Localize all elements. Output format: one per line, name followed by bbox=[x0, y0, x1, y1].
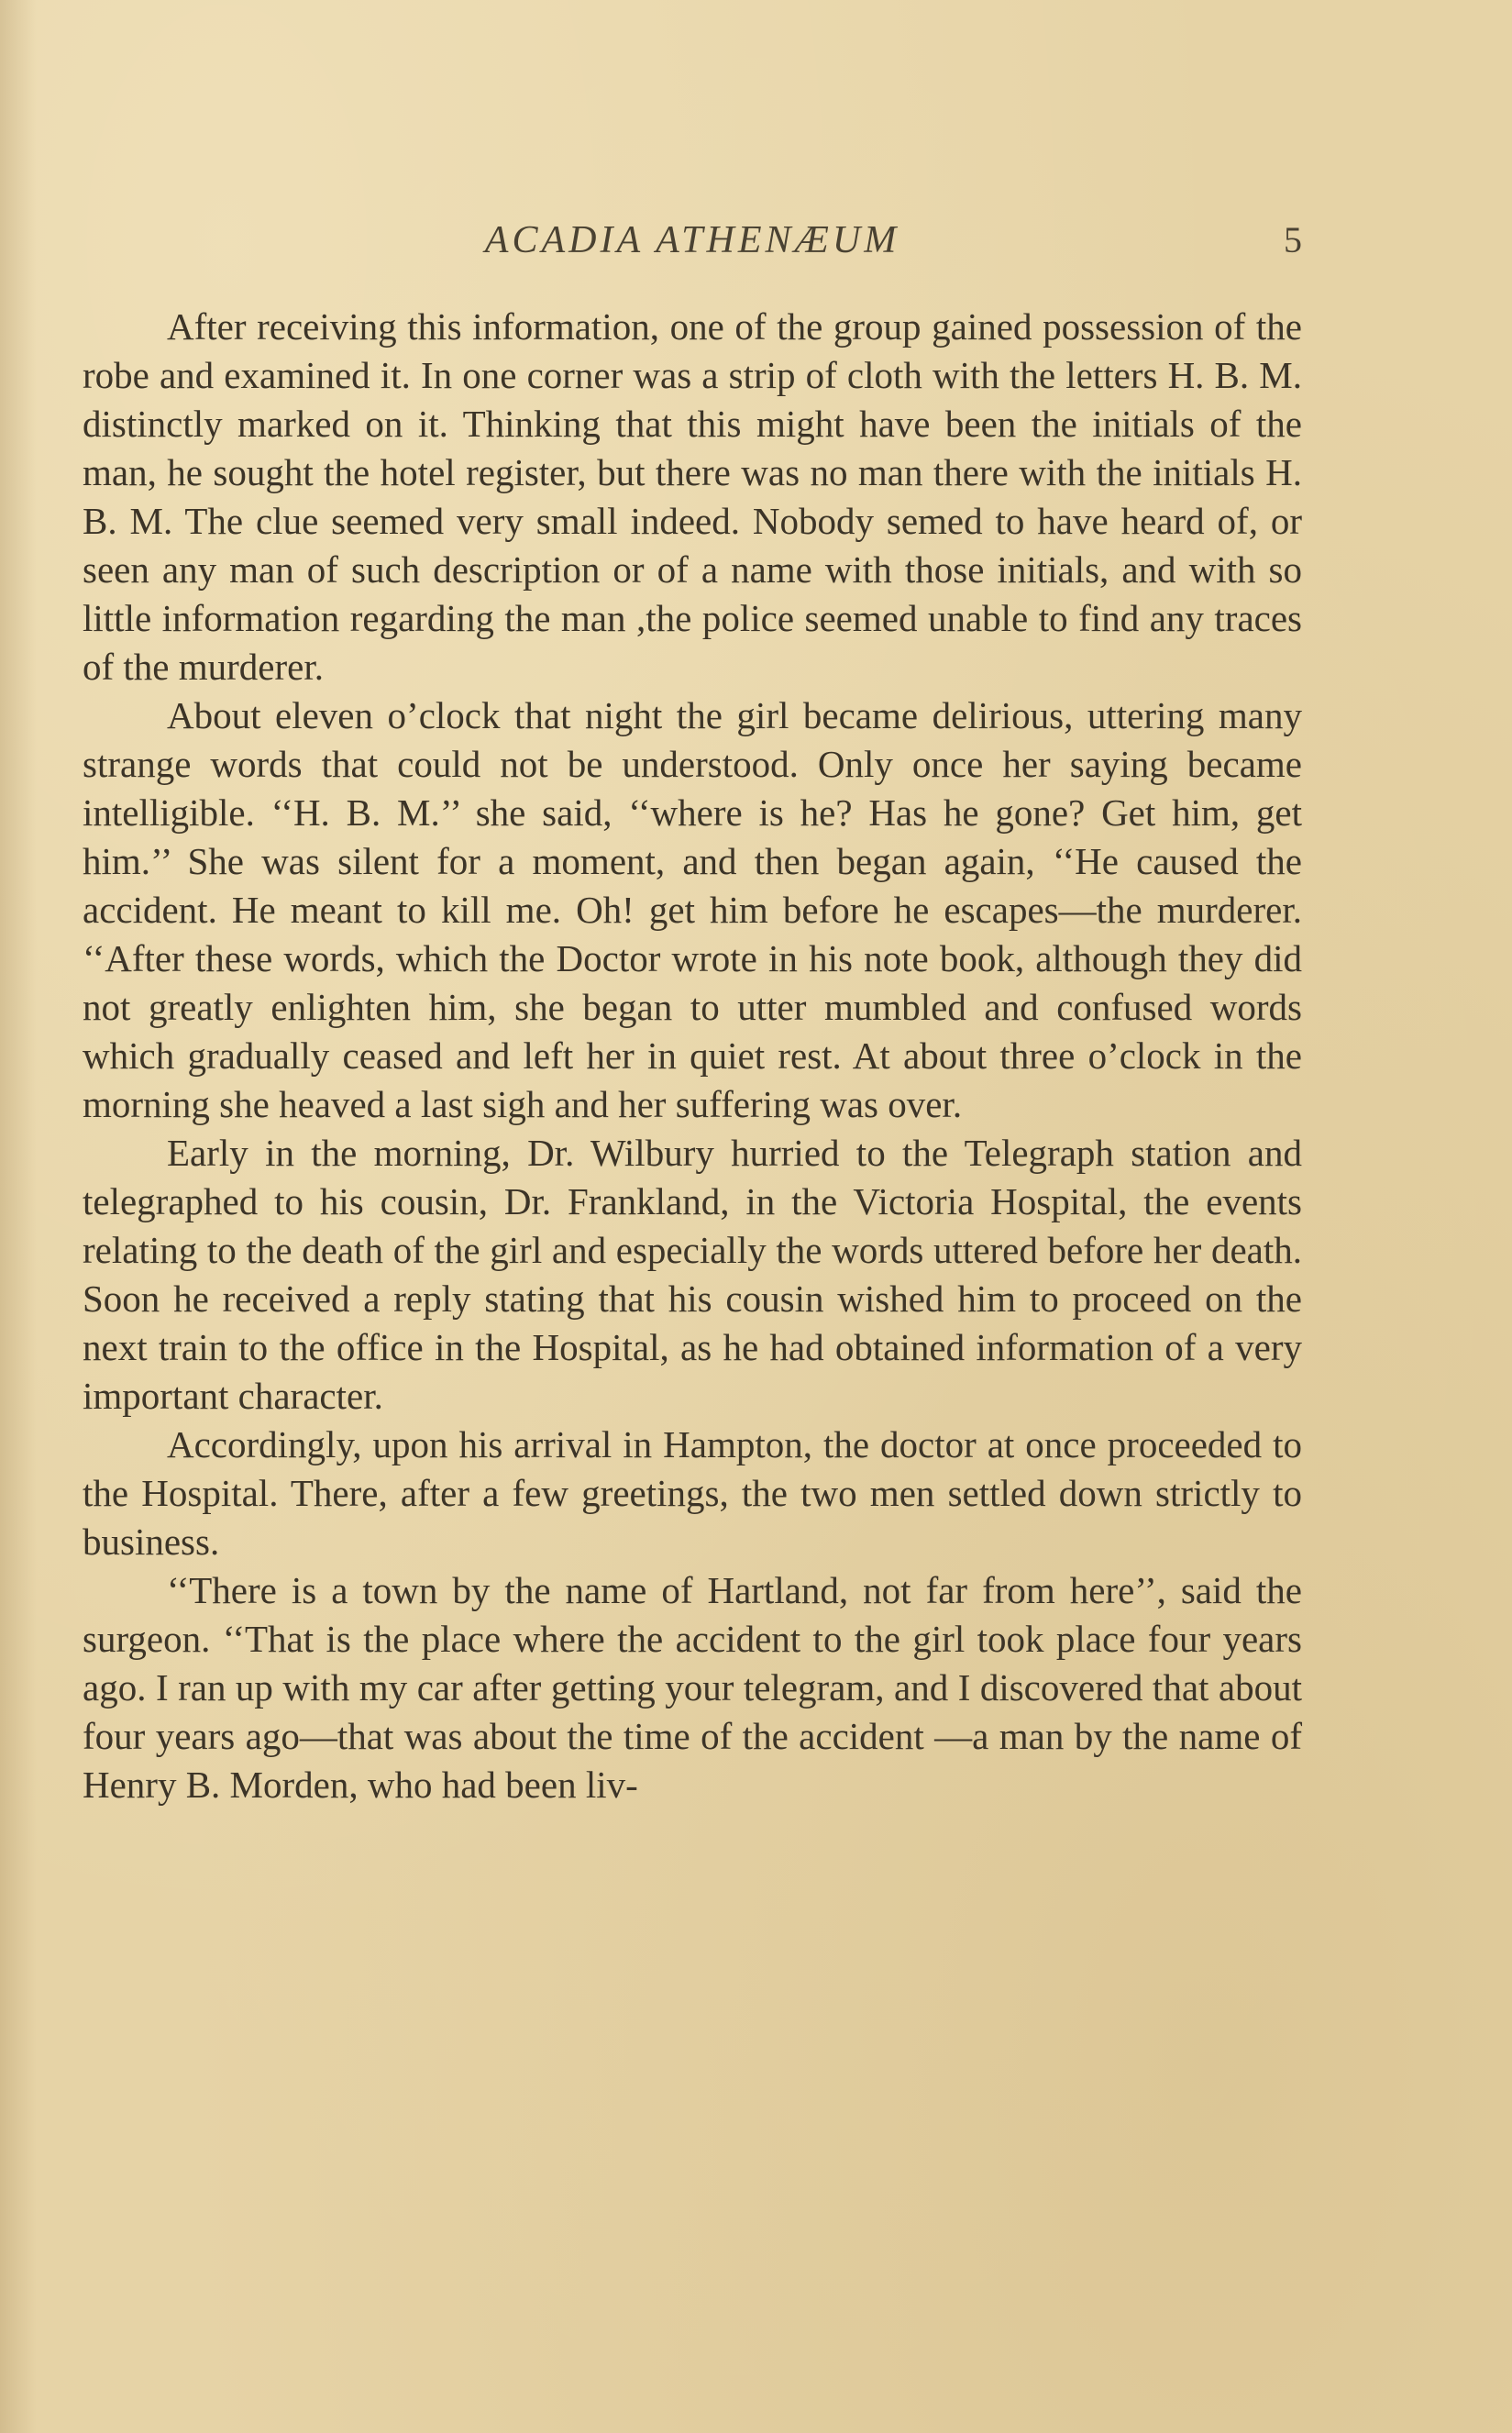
paragraph: After receiving this information, one of the group gained possession of the robe and examined it. In one corner was a strip of cloth with the letters H. B. M. distinctly marked on it. Thinking that this might have been the initials of the man, he sought the hotel register, but there was no man there with the initials H. B. M. The clue seemed very small indeed. Nobody semed to have heard of, or seen any man of such description or of a name with those initials, and with so little information regarding the man ,the police seemed unable to find any traces of the murderer. bbox=[83, 305, 1302, 688]
paragraph: About eleven o’clock that night the girl became delirious, uttering many strange words that could not be understood. Only once her saying became intelligible. ‘‘H. B. M.’’ she said, ‘‘where is he? Has he gone? Get him, get him.’’ She was silent for a moment, and then began again, ‘‘He caused the accident. He meant to kill me. Oh! get him before he escapes—the murderer. ‘‘After these words, which the Doctor wrote in his note book, although they did not greatly enlighten him, she began to utter mumbled and confused words which gradually ceased and left her in quiet rest. At about three o’clock in the morning she heaved a last sigh and her suffering was over. bbox=[83, 694, 1302, 1125]
page-edge-shadow bbox=[0, 0, 37, 2433]
running-title: ACADIA ATHENÆUM bbox=[484, 219, 900, 261]
paragraph: Accordingly, upon his arrival in Hampton, the doctor at once proceeded to the Hospital. There, after a few greetings, the two men settled down strictly to business. bbox=[83, 1423, 1302, 1563]
body-text bbox=[83, 303, 1302, 1809]
paragraph: Early in the morning, Dr. Wilbury hurried to the Telegraph station and telegraphed to his cousin, Dr. Frankland, in the Victoria Hospital, the events relating to the death of the girl and especially the words uttered before her death. Soon he received a reply stating that his cousin wished him to proceed on the next train to the office in the Hospital, as he had obtained information of a very important character. bbox=[83, 1132, 1302, 1417]
running-header bbox=[83, 218, 1302, 273]
paragraph: ‘‘There is a town by the name of Hartland, not far from here’’, said the surgeon. ‘‘That is the place where the accident to the girl took place four years ago. I ran up with my car after getting your telegram, and I discovered that about four years ago—that was about the time of the accident —a man by the name of Henry B. Morden, who had been liv- bbox=[83, 1569, 1302, 1806]
page-number: 5 bbox=[1284, 219, 1302, 260]
